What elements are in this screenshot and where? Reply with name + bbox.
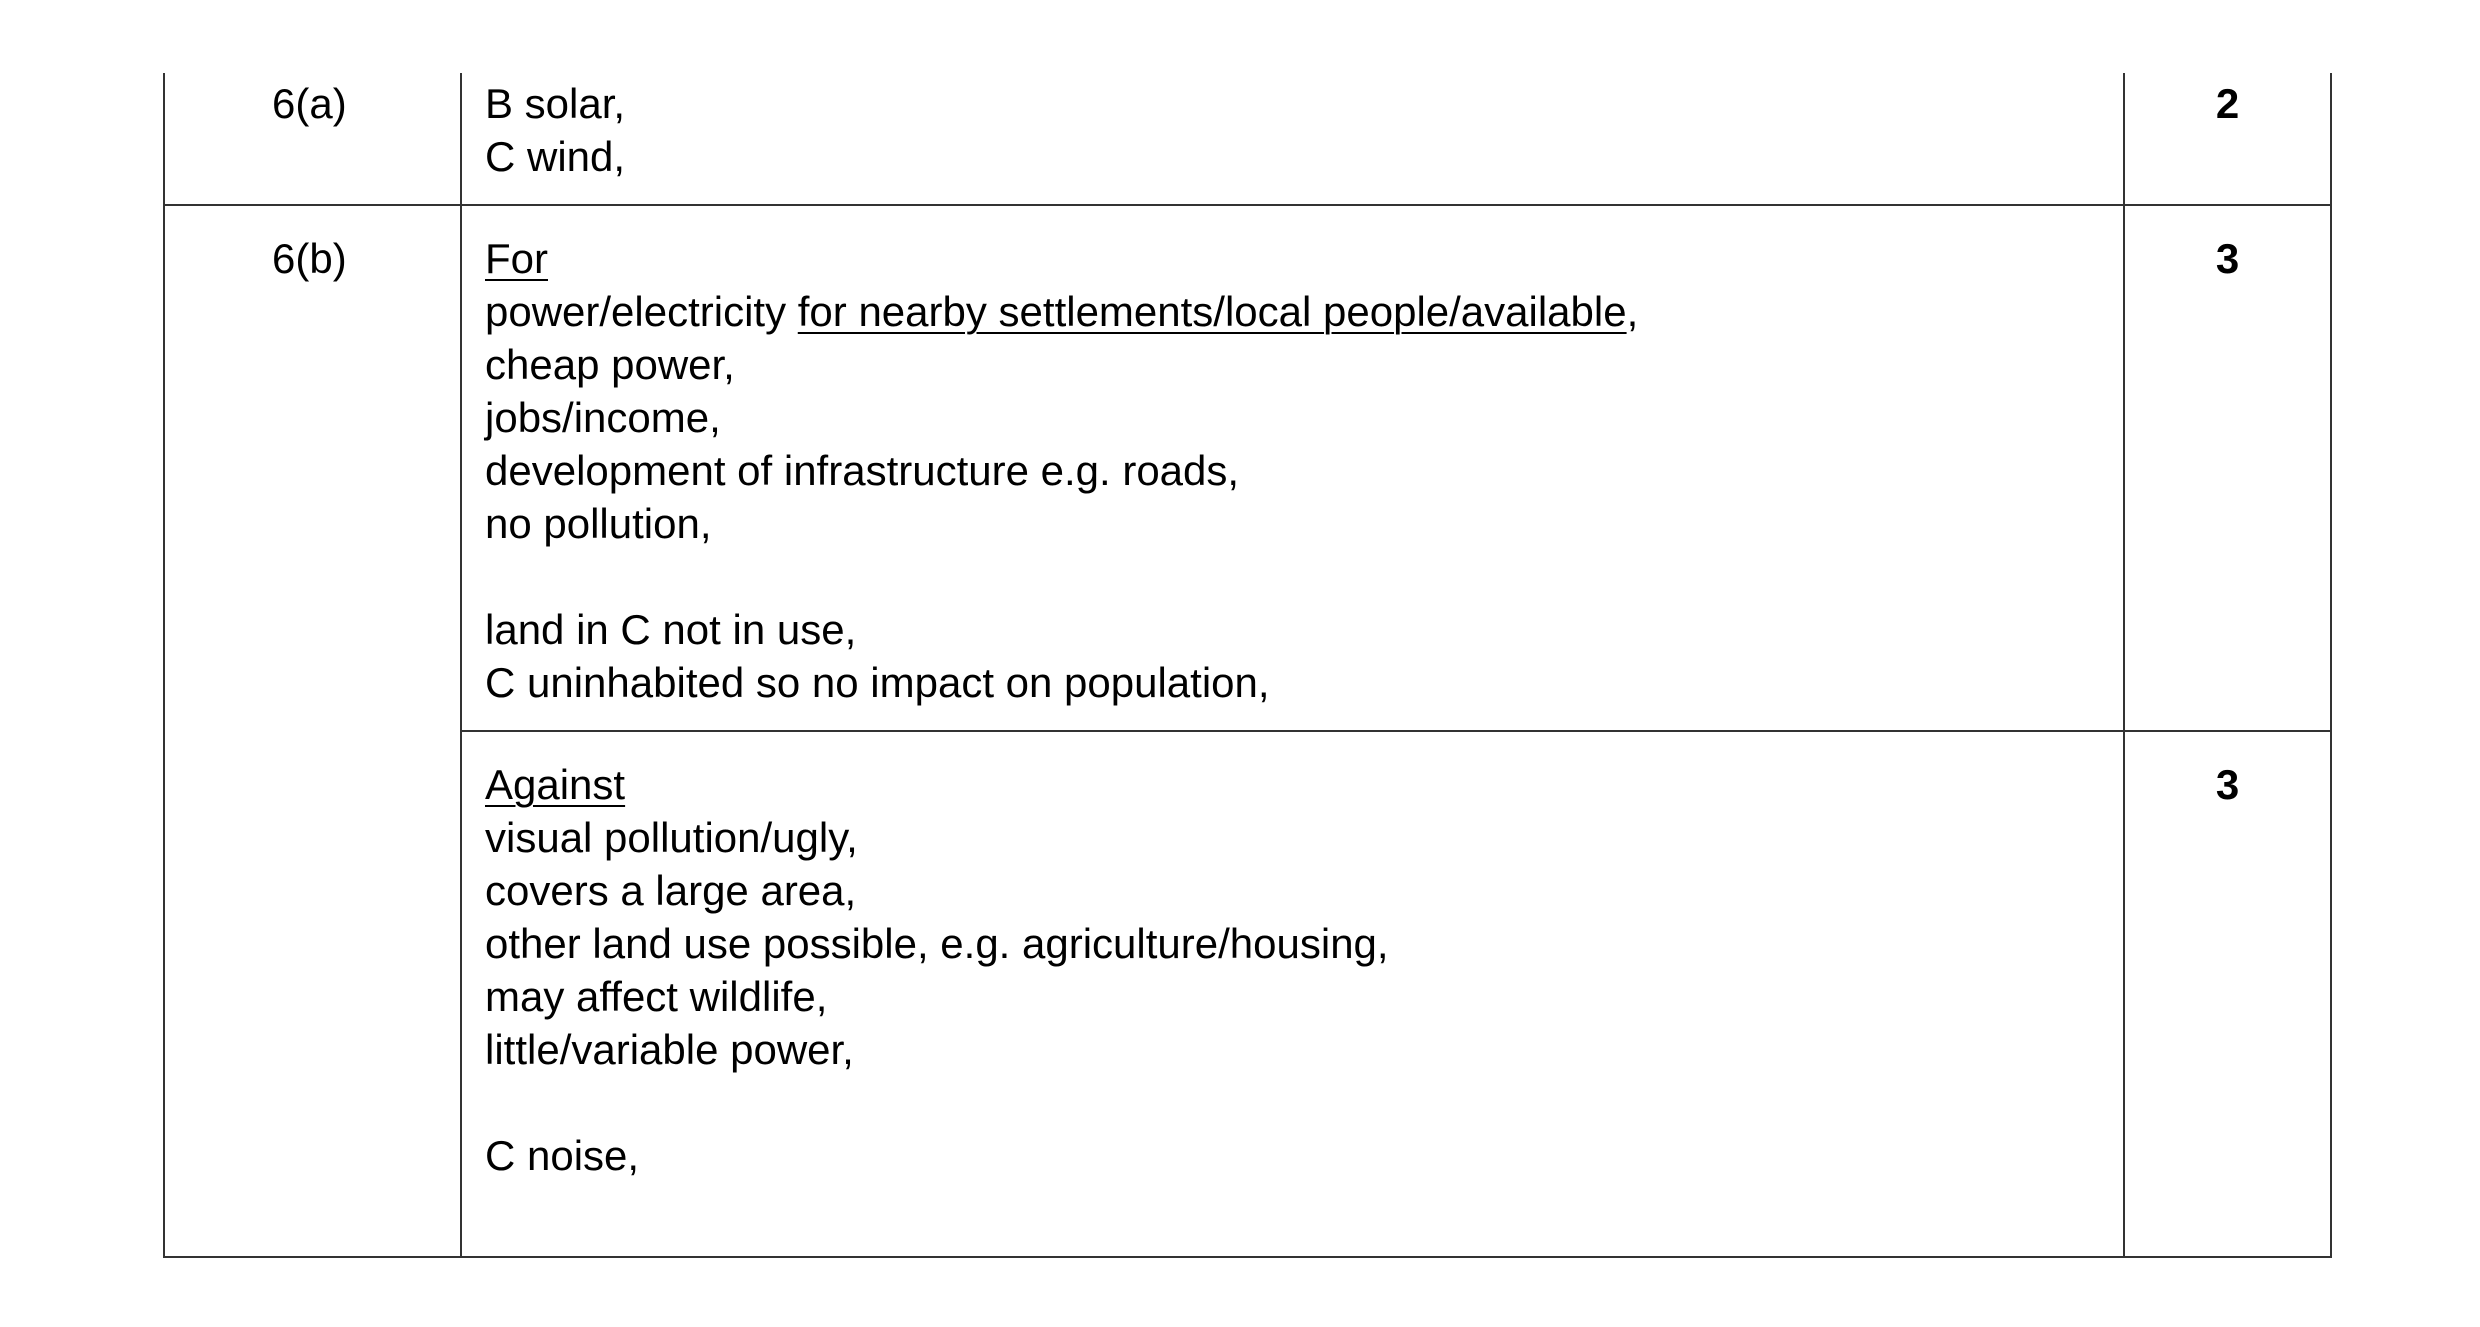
- question-number-6a: 6(a): [164, 73, 461, 205]
- table-row-6a: [164, 73, 2331, 205]
- answer-line: B solar,: [485, 80, 626, 127]
- answer-line: jobs/income,: [485, 394, 721, 441]
- answer-line: no pollution,: [485, 500, 712, 547]
- answer-cell-6b-for: [461, 205, 2124, 731]
- table-row-6b-for: [164, 205, 2331, 731]
- answer-line: C wind,: [485, 133, 626, 180]
- answer-line-suffix: ,: [1626, 288, 1639, 335]
- answer-line: covers a large area,: [485, 867, 857, 914]
- marks-6b-against: 3: [2124, 731, 2331, 1257]
- table-row-6b-against: [164, 731, 2331, 1257]
- question-number-6b: 6(b): [164, 205, 461, 1257]
- answer-cell-6a: [461, 73, 2124, 205]
- against-heading: Against: [485, 761, 626, 808]
- answer-cell-6b-against: [461, 731, 2124, 1257]
- answer-line: [485, 285, 2123, 338]
- blank-line: [485, 550, 2123, 603]
- answer-line: development of infrastructure e.g. roads,: [485, 447, 1240, 494]
- answer-line: other land use possible, e.g. agriculture/housing,: [485, 920, 1389, 967]
- mark-scheme-table: [163, 73, 2332, 1258]
- answer-line: C noise,: [485, 1132, 640, 1179]
- answer-line-prefix: power/electricity: [485, 288, 798, 335]
- answer-line: little/variable power,: [485, 1026, 854, 1073]
- answer-line: may affect wildlife,: [485, 973, 828, 1020]
- answer-line: C uninhabited so no impact on population,: [485, 659, 1270, 706]
- marks-6a: 2: [2124, 73, 2331, 205]
- marks-6b-for: 3: [2124, 205, 2331, 731]
- answer-line: cheap power,: [485, 341, 735, 388]
- blank-line: [485, 1076, 2123, 1129]
- for-heading: For: [485, 235, 548, 282]
- answer-line-underlined: for nearby settlements/local people/available: [797, 288, 1627, 335]
- answer-line: land in C not in use,: [485, 606, 857, 653]
- answer-line: visual pollution/ugly,: [485, 814, 858, 861]
